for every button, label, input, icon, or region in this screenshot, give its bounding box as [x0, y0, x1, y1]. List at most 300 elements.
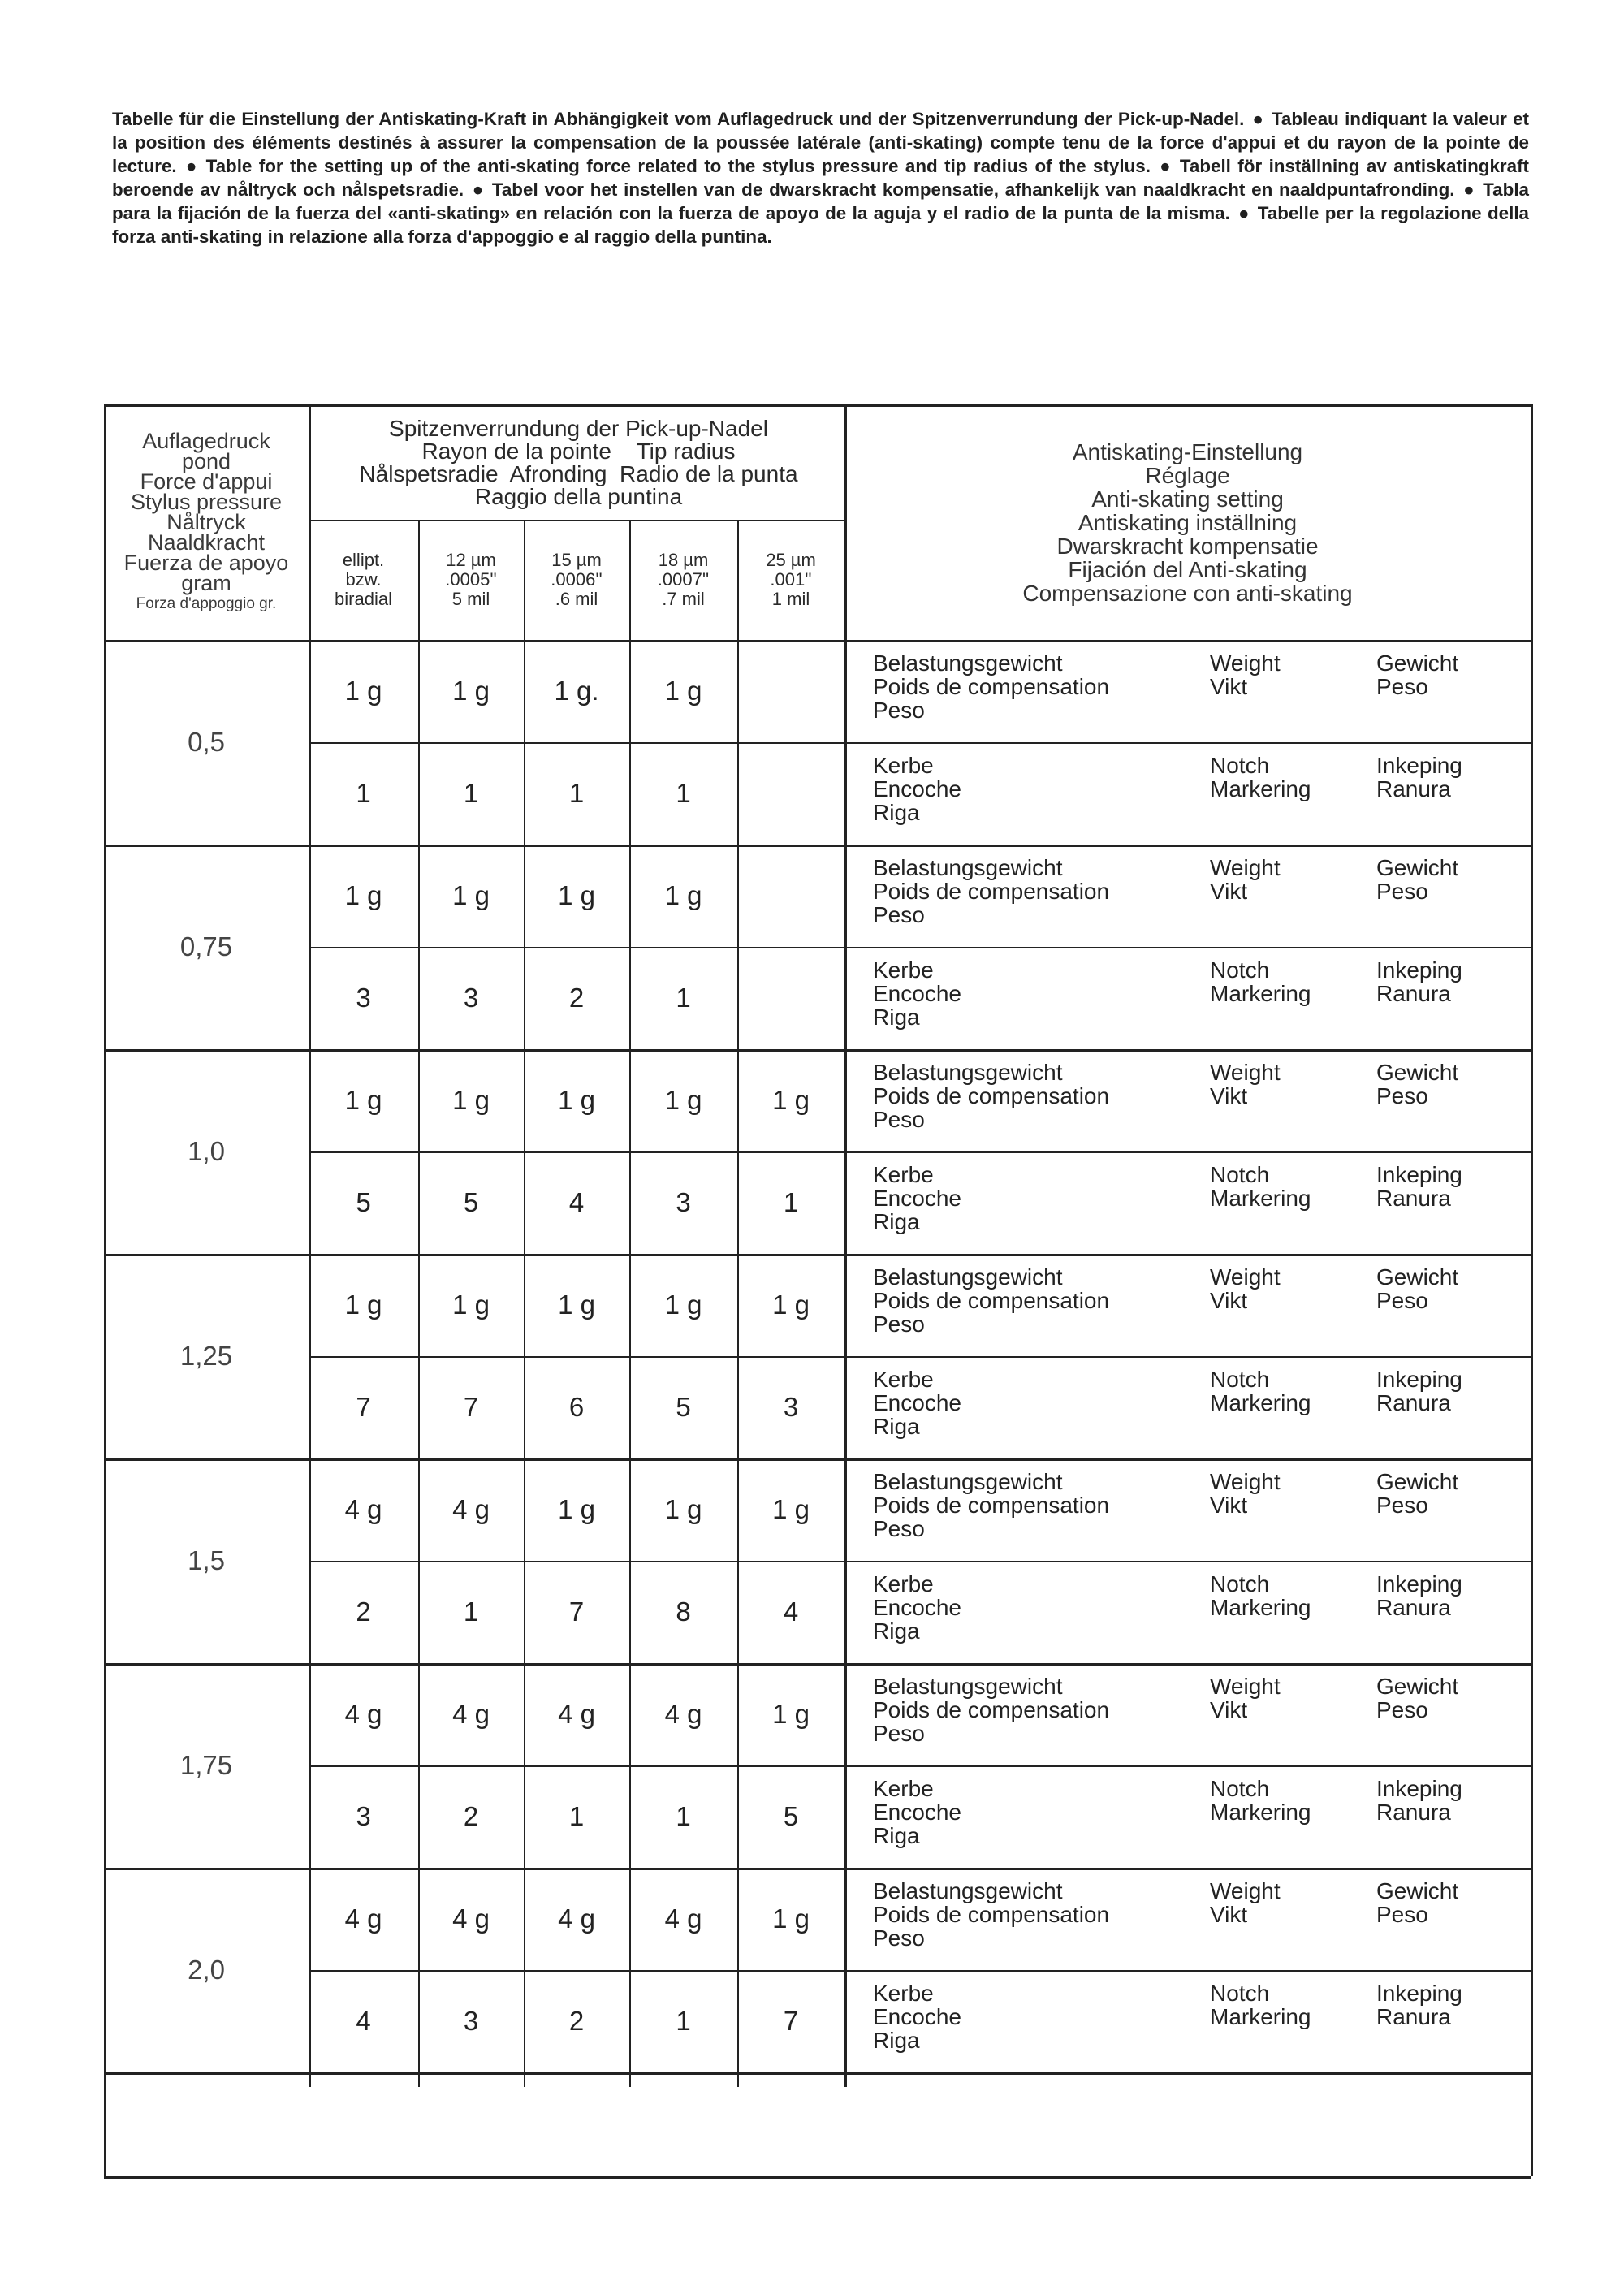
weight-value: 4 g	[664, 1699, 702, 1729]
notch-value: 5	[356, 1187, 371, 1217]
legend-column	[873, 651, 1214, 722]
table-rule-horizontal	[309, 1970, 1531, 1972]
notch-value: 1	[676, 983, 691, 1013]
legend-term: Gewicht	[1376, 1060, 1459, 1085]
stylus-pressure-value: 2,0	[188, 1955, 225, 1985]
legend-term: Riga	[873, 1005, 920, 1030]
header-pressure-label: pond	[181, 448, 231, 473]
table-rule-vertical	[737, 520, 739, 2087]
legend-term: Peso	[873, 1721, 925, 1746]
notch-value: 3	[676, 1187, 691, 1217]
legend-term: Riga	[873, 1618, 920, 1644]
legend-term: Peso	[1376, 879, 1428, 904]
legend-term: Gewicht	[1376, 1469, 1459, 1494]
legend-term: Encoche	[873, 1186, 961, 1211]
legend-term: Markering	[1210, 2004, 1311, 2029]
legend-term: Vikt	[1210, 1083, 1248, 1108]
notch-value: 2	[356, 1597, 371, 1627]
stylus-pressure-value: 1,0	[188, 1136, 225, 1166]
legend-column	[1210, 1470, 1372, 1517]
notch-value: 1	[568, 1801, 585, 1831]
legend-column	[873, 1265, 1214, 1336]
notch-value: 5	[676, 1392, 691, 1422]
table-rule-horizontal	[309, 1356, 1531, 1358]
notch-value: 3	[463, 983, 479, 1013]
weight-value: 1 g	[772, 1085, 810, 1115]
legend-column	[1210, 1061, 1372, 1108]
intro-es: Tabla para la fijación de la fuerza del «anti-skating» en relación con la fuerza de apoyo de la aguja y el radio de la punta de la misma.	[112, 179, 1529, 223]
table-rule-horizontal	[309, 520, 844, 521]
legend-column	[1210, 958, 1372, 1005]
legend-column	[1376, 856, 1506, 903]
legend-term: Riga	[873, 2028, 920, 2053]
legend-term: Gewicht	[1376, 650, 1459, 676]
legend-column	[873, 1981, 1214, 2052]
legend-notch	[873, 958, 1522, 1048]
stylus-pressure-value: 1,75	[179, 1750, 233, 1780]
legend-term: Vikt	[1210, 1288, 1248, 1313]
notch-value: 7	[568, 1597, 585, 1627]
weight-value: 4 g	[558, 1903, 595, 1934]
column-header-line: 18 µm	[658, 550, 709, 570]
legend-column	[1376, 1674, 1506, 1722]
weight-value: 4 g	[452, 1494, 490, 1524]
legend-column	[1210, 651, 1372, 698]
legend-term: Notch	[1210, 957, 1270, 983]
legend-term: Weight	[1210, 1674, 1281, 1699]
column-header-line: 15 µm	[551, 550, 602, 570]
notch-value: 1	[676, 1801, 691, 1831]
table-rule-horizontal	[104, 404, 1531, 407]
legend-column	[1376, 1572, 1506, 1619]
legend-notch	[873, 1572, 1522, 1661]
legend-term: Notch	[1210, 1981, 1270, 2006]
legend-notch	[873, 754, 1522, 843]
legend-term: Vikt	[1210, 1697, 1248, 1722]
header-setting-label: Réglage	[1145, 462, 1230, 488]
legend-term: Riga	[873, 1209, 920, 1234]
weight-value: 4 g	[344, 1494, 382, 1524]
legend-term: Inkeping	[1376, 1776, 1462, 1801]
legend-term: Markering	[1210, 1595, 1311, 1620]
header-antiskating-setting	[844, 404, 1531, 640]
column-header-line: 25 µm	[766, 550, 816, 570]
legend-term: Gewicht	[1376, 1264, 1459, 1290]
weight-value: 1 g	[452, 1085, 490, 1115]
column-header-line: .0007''	[657, 569, 710, 590]
notch-value: 1	[676, 2006, 691, 2036]
notch-value: 8	[676, 1597, 691, 1627]
weight-value: 1 g	[344, 1290, 382, 1320]
header-pressure-label: Auflagedruck	[142, 428, 270, 453]
header-setting-label: Anti-skating setting	[1091, 486, 1284, 512]
legend-term: Kerbe	[873, 1367, 934, 1392]
header-pressure-label: Naaldkracht	[147, 529, 266, 555]
table-rule-horizontal	[104, 640, 1531, 642]
legend-term: Peso	[873, 1107, 925, 1132]
weight-value: 1 g	[344, 1085, 382, 1115]
header-pressure-label: Force d'appui	[140, 469, 273, 494]
table-rule-horizontal	[104, 2176, 1531, 2179]
header-tip-radius	[313, 406, 844, 520]
legend-term: Weight	[1210, 1878, 1281, 1903]
legend-column	[1210, 1265, 1372, 1312]
weight-value: 1 g	[772, 1903, 810, 1934]
header-tip-label: Raggio della puntina	[474, 484, 683, 509]
notch-value	[737, 742, 844, 845]
legend-term: Inkeping	[1376, 1981, 1462, 2006]
table-rule-vertical	[524, 520, 525, 2087]
table-rule-vertical	[629, 520, 631, 2087]
bullet-icon: ●	[184, 156, 199, 176]
legend-term: Peso	[1376, 674, 1428, 699]
header-pressure-label: Forza d'appoggio gr.	[136, 594, 277, 612]
legend-term: Inkeping	[1376, 957, 1462, 983]
legend-term: Peso	[873, 902, 925, 927]
legend-term: Notch	[1210, 1367, 1270, 1392]
legend-term: Ranura	[1376, 1800, 1451, 1825]
column-header-tip-radius	[309, 523, 418, 637]
legend-term: Markering	[1210, 981, 1311, 1006]
legend-column	[1376, 754, 1506, 801]
column-header-line: .7 mil	[662, 589, 705, 609]
column-header-line: 1 mil	[771, 589, 810, 609]
legend-term: Belastungsgewicht	[873, 1264, 1063, 1290]
column-header-tip-radius	[737, 523, 844, 637]
weight-value: 4 g	[664, 1903, 702, 1934]
bullet-icon: ●	[1462, 179, 1476, 200]
header-setting-label: Dwarskracht kompensatie	[1056, 533, 1319, 559]
table-rule-vertical	[309, 404, 311, 2087]
legend-term: Weight	[1210, 650, 1281, 676]
legend-column	[873, 754, 1214, 824]
weight-value: 1 g	[558, 1290, 595, 1320]
table-rule-horizontal	[309, 1151, 1531, 1153]
header-tip-label: Nålspetsradie Afronding Radio de la punta	[359, 461, 798, 486]
legend-term: Peso	[873, 698, 925, 723]
legend-term: Vikt	[1210, 1902, 1248, 1927]
notch-value: 3	[356, 983, 371, 1013]
legend-column	[1376, 1061, 1506, 1108]
notch-value: 2	[463, 1801, 479, 1831]
weight-value: 1 g	[344, 676, 382, 706]
legend-term: Poids de compensation	[873, 674, 1110, 699]
header-pressure-label: Fuerza de apoyo	[123, 550, 289, 575]
weight-value: 1 g	[772, 1290, 810, 1320]
legend-term: Peso	[1376, 1697, 1428, 1722]
legend-column	[1210, 856, 1372, 903]
legend-column	[1210, 1879, 1372, 1926]
table-rule-vertical	[1531, 404, 1533, 2176]
weight-value: 1 g	[772, 1494, 810, 1524]
legend-term: Kerbe	[873, 1162, 934, 1187]
legend-term: Inkeping	[1376, 1571, 1462, 1597]
header-stylus-pressure	[104, 404, 309, 640]
legend-term: Kerbe	[873, 1776, 934, 1801]
legend-weight	[873, 651, 1522, 741]
bullet-icon: ●	[471, 179, 485, 200]
bullet-icon: ●	[1237, 203, 1250, 223]
column-header-line: .0005''	[445, 569, 497, 590]
legend-term: Encoche	[873, 776, 961, 802]
legend-term: Poids de compensation	[873, 879, 1110, 904]
notch-value: 3	[463, 2006, 479, 2036]
legend-term: Markering	[1210, 1800, 1311, 1825]
legend-term: Kerbe	[873, 1571, 934, 1597]
weight-value: 4 g	[452, 1699, 490, 1729]
stylus-pressure-value: 1,5	[188, 1545, 225, 1575]
legend-term: Weight	[1210, 1469, 1281, 1494]
header-tip-label: Rayon de la pointe Tip radius	[421, 439, 736, 464]
stylus-pressure-value: 1,25	[179, 1341, 233, 1371]
table-rule-horizontal	[104, 1049, 1531, 1052]
notch-value: 1	[676, 778, 691, 808]
column-header-line: 5 mil	[451, 589, 490, 609]
legend-term: Riga	[873, 800, 920, 825]
table-rule-horizontal	[104, 1868, 1531, 1870]
column-header-tip-radius	[629, 523, 737, 637]
legend-term: Inkeping	[1376, 1162, 1462, 1187]
legend-term: Notch	[1210, 1776, 1270, 1801]
legend-column	[1376, 1368, 1506, 1415]
legend-term: Vikt	[1210, 1493, 1248, 1518]
table-rule-horizontal	[104, 1458, 1531, 1461]
header-tip-label: Spitzenverrundung der Pick-up-Nadel	[389, 416, 768, 441]
legend-column	[873, 1674, 1214, 1745]
table-rule-horizontal	[104, 1663, 1531, 1666]
legend-column	[873, 1368, 1214, 1438]
legend-term: Ranura	[1376, 776, 1451, 802]
intro-nl: Tabel voor het instellen van de dwarskracht kompensatie, afhankelijk van naaldkracht en naaldpuntafronding.	[491, 179, 1455, 200]
legend-term: Encoche	[873, 1800, 961, 1825]
legend-notch	[873, 1368, 1522, 1457]
notch-value: 7	[463, 1392, 479, 1422]
notch-value: 7	[356, 1392, 371, 1422]
weight-value: 1 g	[664, 1085, 702, 1115]
legend-column	[873, 856, 1214, 927]
legend-term: Poids de compensation	[873, 1697, 1110, 1722]
legend-term: Peso	[1376, 1083, 1428, 1108]
legend-term: Ranura	[1376, 1390, 1451, 1415]
legend-column	[1376, 1777, 1506, 1824]
column-header-line: .0006''	[551, 569, 603, 590]
legend-weight	[873, 1265, 1522, 1355]
legend-term: Belastungsgewicht	[873, 1469, 1063, 1494]
weight-value: 1 g	[558, 1085, 595, 1115]
legend-column	[873, 958, 1214, 1029]
legend-term: Markering	[1210, 1186, 1311, 1211]
weight-value: 1 g	[452, 1290, 490, 1320]
stylus-pressure-value: 0,5	[188, 727, 225, 757]
weight-value: 1 g	[664, 1290, 702, 1320]
legend-term: Weight	[1210, 1264, 1281, 1290]
weight-value	[737, 640, 844, 742]
legend-term: Gewicht	[1376, 1674, 1459, 1699]
legend-term: Peso	[873, 1925, 925, 1951]
column-header-line: .6 mil	[555, 589, 598, 609]
legend-term: Weight	[1210, 1060, 1281, 1085]
intro-sv: Tabell för inställning av antiskatingkraft beroende av nåltryck och nålspetsradie.	[112, 156, 1529, 200]
legend-term: Inkeping	[1376, 1367, 1462, 1392]
notch-value	[737, 947, 844, 1049]
legend-term: Peso	[1376, 1288, 1428, 1313]
legend-column	[1210, 1368, 1372, 1415]
legend-term: Kerbe	[873, 1981, 934, 2006]
bullet-icon: ●	[1251, 109, 1264, 129]
legend-column	[1376, 651, 1506, 698]
table-rule-vertical	[104, 404, 106, 2176]
legend-term: Peso	[1376, 1493, 1428, 1518]
legend-term: Kerbe	[873, 957, 934, 983]
notch-value: 1	[356, 778, 371, 808]
intro-fr: Tableau indiquant la valeur et la position des éléments destinés à assurer la compensation de la poussée latérale (anti-skating) compte tenu de la force d'appui et du rayon de la pointe de lecture.	[112, 109, 1529, 176]
weight-value: 1 g	[772, 1699, 810, 1729]
legend-column	[1376, 1470, 1506, 1517]
header-setting-label: Antiskating-Einstellung	[1072, 439, 1303, 464]
table-rule-horizontal	[309, 947, 1531, 948]
notch-value: 6	[568, 1392, 585, 1422]
legend-column	[873, 1777, 1214, 1847]
weight-value: 4 g	[344, 1699, 382, 1729]
legend-column	[1376, 1265, 1506, 1312]
column-header-line: ellipt.	[342, 550, 385, 570]
column-header-tip-radius	[524, 523, 629, 637]
legend-term: Inkeping	[1376, 753, 1462, 778]
legend-term: Ranura	[1376, 981, 1451, 1006]
table-rule-horizontal	[104, 1254, 1531, 1256]
legend-column	[873, 1061, 1214, 1131]
legend-term: Poids de compensation	[873, 1493, 1110, 1518]
header-setting-label: Fijación del Anti-skating	[1068, 556, 1307, 582]
legend-term: Gewicht	[1376, 855, 1459, 880]
legend-column	[1376, 1879, 1506, 1926]
legend-term: Peso	[873, 1516, 925, 1541]
legend-column	[873, 1572, 1214, 1643]
legend-term: Peso	[873, 1311, 925, 1337]
legend-term: Encoche	[873, 981, 961, 1006]
legend-column	[873, 1163, 1214, 1234]
legend-column	[1210, 1674, 1372, 1722]
table-rule-vertical	[418, 520, 420, 2087]
notch-value: 4	[783, 1597, 799, 1627]
legend-term: Gewicht	[1376, 1878, 1459, 1903]
legend-term: Kerbe	[873, 753, 934, 778]
column-header-line: 12 µm	[446, 550, 496, 570]
legend-term: Ranura	[1376, 2004, 1451, 2029]
legend-term: Poids de compensation	[873, 1902, 1110, 1927]
header-pressure-label: Nåltryck	[166, 509, 246, 534]
table-rule-horizontal	[104, 2072, 1531, 2075]
legend-weight	[873, 1879, 1522, 1968]
weight-value: 1 g	[344, 880, 382, 910]
legend-column	[1376, 1163, 1506, 1210]
legend-term: Vikt	[1210, 674, 1248, 699]
legend-column	[1210, 1163, 1372, 1210]
notch-value: 1	[568, 778, 585, 808]
column-header-line: biradial	[335, 589, 392, 609]
legend-term: Belastungsgewicht	[873, 1060, 1063, 1085]
legend-column	[1376, 958, 1506, 1005]
legend-term: Peso	[1376, 1902, 1428, 1927]
weight-value: 1 g.	[554, 676, 599, 706]
legend-weight	[873, 1470, 1522, 1559]
notch-value: 5	[463, 1187, 479, 1217]
legend-term: Encoche	[873, 1390, 961, 1415]
column-header-tip-radius	[418, 523, 524, 637]
legend-term: Belastungsgewicht	[873, 1878, 1063, 1903]
table-rule-horizontal	[309, 1765, 1531, 1767]
legend-term: Riga	[873, 1414, 920, 1439]
legend-column	[873, 1470, 1214, 1540]
legend-term: Ranura	[1376, 1595, 1451, 1620]
legend-term: Belastungsgewicht	[873, 855, 1063, 880]
table-rule-horizontal	[309, 1561, 1531, 1562]
intro-de: Tabelle für die Einstellung der Antiskating-Kraft in Abhängigkeit vom Auflagedruck und der Spitzenverrundung der Pick-up-Nadel.	[112, 109, 1245, 129]
legend-notch	[873, 1163, 1522, 1252]
header-setting-label: Antiskating inställning	[1078, 509, 1298, 535]
legend-notch	[873, 1777, 1522, 1866]
weight-value: 1 g	[664, 1494, 702, 1524]
legend-term: Poids de compensation	[873, 1288, 1110, 1313]
legend-term: Notch	[1210, 1571, 1270, 1597]
notch-value: 1	[463, 1597, 479, 1627]
legend-term: Markering	[1210, 1390, 1311, 1415]
notch-value: 7	[783, 2006, 799, 2036]
legend-term: Notch	[1210, 753, 1270, 778]
legend-column	[1210, 1981, 1372, 2029]
notch-value: 2	[568, 2006, 585, 2036]
header-pressure-label: Stylus pressure	[130, 489, 283, 514]
legend-term: Markering	[1210, 776, 1311, 802]
legend-term: Vikt	[1210, 879, 1248, 904]
legend-notch	[873, 1981, 1522, 2071]
legend-weight	[873, 1061, 1522, 1150]
column-header-line: .001''	[770, 569, 812, 590]
weight-value	[737, 845, 844, 947]
weight-value: 1 g	[664, 880, 702, 910]
notch-value: 4	[568, 1187, 585, 1217]
intro-en: Table for the setting up of the anti-skating force related to the stylus pressure and tip radius of the stylus.	[205, 156, 1151, 176]
notch-value: 3	[356, 1801, 371, 1831]
notch-value: 4	[356, 2006, 371, 2036]
intro-it: Tabelle per la regolazione della forza anti-skating in relazione alla forza d'appoggio e al raggio della puntina.	[112, 203, 1529, 247]
weight-value: 1 g	[558, 1494, 595, 1524]
weight-value: 4 g	[344, 1903, 382, 1934]
weight-value: 1 g	[452, 880, 490, 910]
legend-term: Notch	[1210, 1162, 1270, 1187]
notch-value: 5	[783, 1801, 799, 1831]
legend-term: Belastungsgewicht	[873, 650, 1063, 676]
legend-column	[873, 1879, 1214, 1950]
notch-value: 2	[568, 983, 585, 1013]
header-pressure-label: gram	[181, 570, 231, 595]
legend-column	[1376, 1981, 1506, 2029]
legend-weight	[873, 856, 1522, 945]
weight-value: 1 g	[452, 676, 490, 706]
weight-value: 4 g	[452, 1903, 490, 1934]
legend-term: Poids de compensation	[873, 1083, 1110, 1108]
table-rule-horizontal	[104, 845, 1531, 847]
legend-term: Encoche	[873, 2004, 961, 2029]
weight-value: 4 g	[558, 1699, 595, 1729]
table-rule-horizontal	[309, 742, 1531, 744]
notch-value: 3	[783, 1392, 799, 1422]
weight-value: 1 g	[664, 676, 702, 706]
legend-term: Encoche	[873, 1595, 961, 1620]
legend-term: Belastungsgewicht	[873, 1674, 1063, 1699]
legend-term: Ranura	[1376, 1186, 1451, 1211]
legend-term: Weight	[1210, 855, 1281, 880]
